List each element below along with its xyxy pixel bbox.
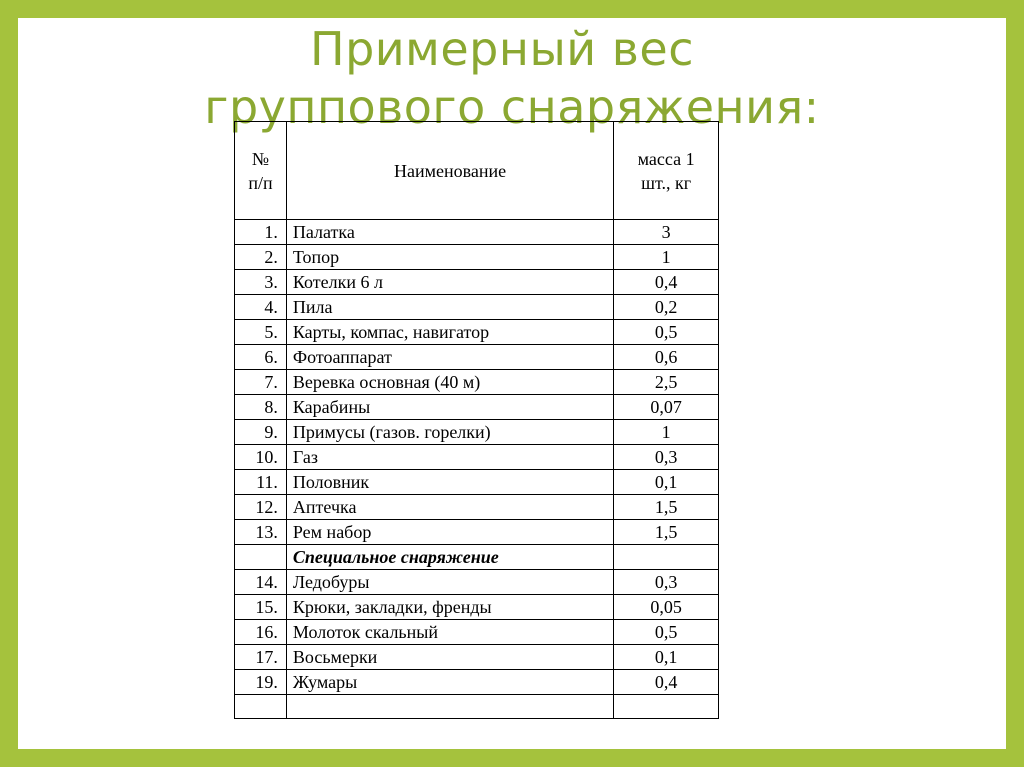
table-row [235, 295, 719, 320]
row-mass: 0,2 [614, 295, 719, 320]
table-row [235, 445, 719, 470]
table-row [235, 595, 719, 620]
table-row [235, 345, 719, 370]
table-row [235, 570, 719, 595]
row-name: Аптечка [286, 495, 613, 520]
table-row [235, 320, 719, 345]
row-name: Палатка [286, 220, 613, 245]
row-mass: 0,4 [614, 270, 719, 295]
row-name: Карты, компас, навигатор [286, 320, 613, 345]
row-mass: 0,07 [614, 395, 719, 420]
row-number: 10. [235, 445, 287, 470]
header-mass-line-1: масса 1 [637, 148, 695, 169]
row-name: Восьмерки [286, 645, 613, 670]
row-number: 14. [235, 570, 287, 595]
row-name: Специальное снаряжение [286, 545, 613, 570]
row-number: 3. [235, 270, 287, 295]
row-number: 11. [235, 470, 287, 495]
header-number-line-1: № [251, 148, 270, 169]
row-number: 2. [235, 245, 287, 270]
row-mass [614, 695, 719, 719]
table-row [235, 470, 719, 495]
row-name: Примусы (газов. горелки) [286, 420, 613, 445]
row-name [286, 695, 613, 719]
row-name: Половник [286, 470, 613, 495]
row-name: Ледобуры [286, 570, 613, 595]
row-name: Веревка основная (40 м) [286, 370, 613, 395]
table-row [235, 220, 719, 245]
row-mass: 0,05 [614, 595, 719, 620]
row-number: 9. [235, 420, 287, 445]
row-mass: 0,3 [614, 445, 719, 470]
table-row [235, 270, 719, 295]
row-number: 8. [235, 395, 287, 420]
table-row [235, 420, 719, 445]
table-row [235, 620, 719, 645]
row-name: Фотоаппарат [286, 345, 613, 370]
row-mass [614, 545, 719, 570]
equipment-table [234, 121, 719, 719]
row-mass: 0,1 [614, 470, 719, 495]
row-mass: 3 [614, 220, 719, 245]
row-name: Карабины [286, 395, 613, 420]
row-number: 17. [235, 645, 287, 670]
table-header-row [235, 122, 719, 220]
table-row [235, 520, 719, 545]
header-mass [614, 122, 719, 220]
table-body [235, 220, 719, 719]
row-name: Газ [286, 445, 613, 470]
row-number: 1. [235, 220, 287, 245]
table-row [235, 495, 719, 520]
row-mass: 2,5 [614, 370, 719, 395]
title-line-1: Примерный вес [309, 22, 694, 76]
header-name: Наименование [286, 122, 613, 220]
header-mass-line-2: шт., кг [641, 172, 692, 193]
row-mass: 0,6 [614, 345, 719, 370]
row-name: Рем набор [286, 520, 613, 545]
row-number: 5. [235, 320, 287, 345]
row-mass: 0,3 [614, 570, 719, 595]
row-mass: 0,5 [614, 320, 719, 345]
title-line-2: группового снаряжения: [204, 80, 820, 134]
row-name: Молоток скальный [286, 620, 613, 645]
row-number: 19. [235, 670, 287, 695]
row-mass: 1 [614, 245, 719, 270]
row-mass: 0,4 [614, 670, 719, 695]
table-row [235, 545, 719, 570]
row-mass: 1,5 [614, 520, 719, 545]
row-name: Жумары [286, 670, 613, 695]
row-name: Котелки 6 л [286, 270, 613, 295]
table-row [235, 370, 719, 395]
row-name: Пила [286, 295, 613, 320]
row-mass: 1 [614, 420, 719, 445]
row-name: Топор [286, 245, 613, 270]
table-row [235, 245, 719, 270]
page-title [18, 20, 1006, 136]
row-mass: 0,5 [614, 620, 719, 645]
header-number-line-2: п/п [248, 172, 273, 193]
row-mass: 0,1 [614, 645, 719, 670]
row-number: 16. [235, 620, 287, 645]
table-row [235, 645, 719, 670]
header-number [235, 122, 287, 220]
row-number: 6. [235, 345, 287, 370]
row-number: 13. [235, 520, 287, 545]
table-row [235, 670, 719, 695]
row-number: 12. [235, 495, 287, 520]
table-row [235, 395, 719, 420]
row-number [235, 695, 287, 719]
row-number: 7. [235, 370, 287, 395]
row-number: 15. [235, 595, 287, 620]
row-number: 4. [235, 295, 287, 320]
row-name: Крюки, закладки, френды [286, 595, 613, 620]
table-row [235, 695, 719, 719]
row-number [235, 545, 287, 570]
row-mass: 1,5 [614, 495, 719, 520]
